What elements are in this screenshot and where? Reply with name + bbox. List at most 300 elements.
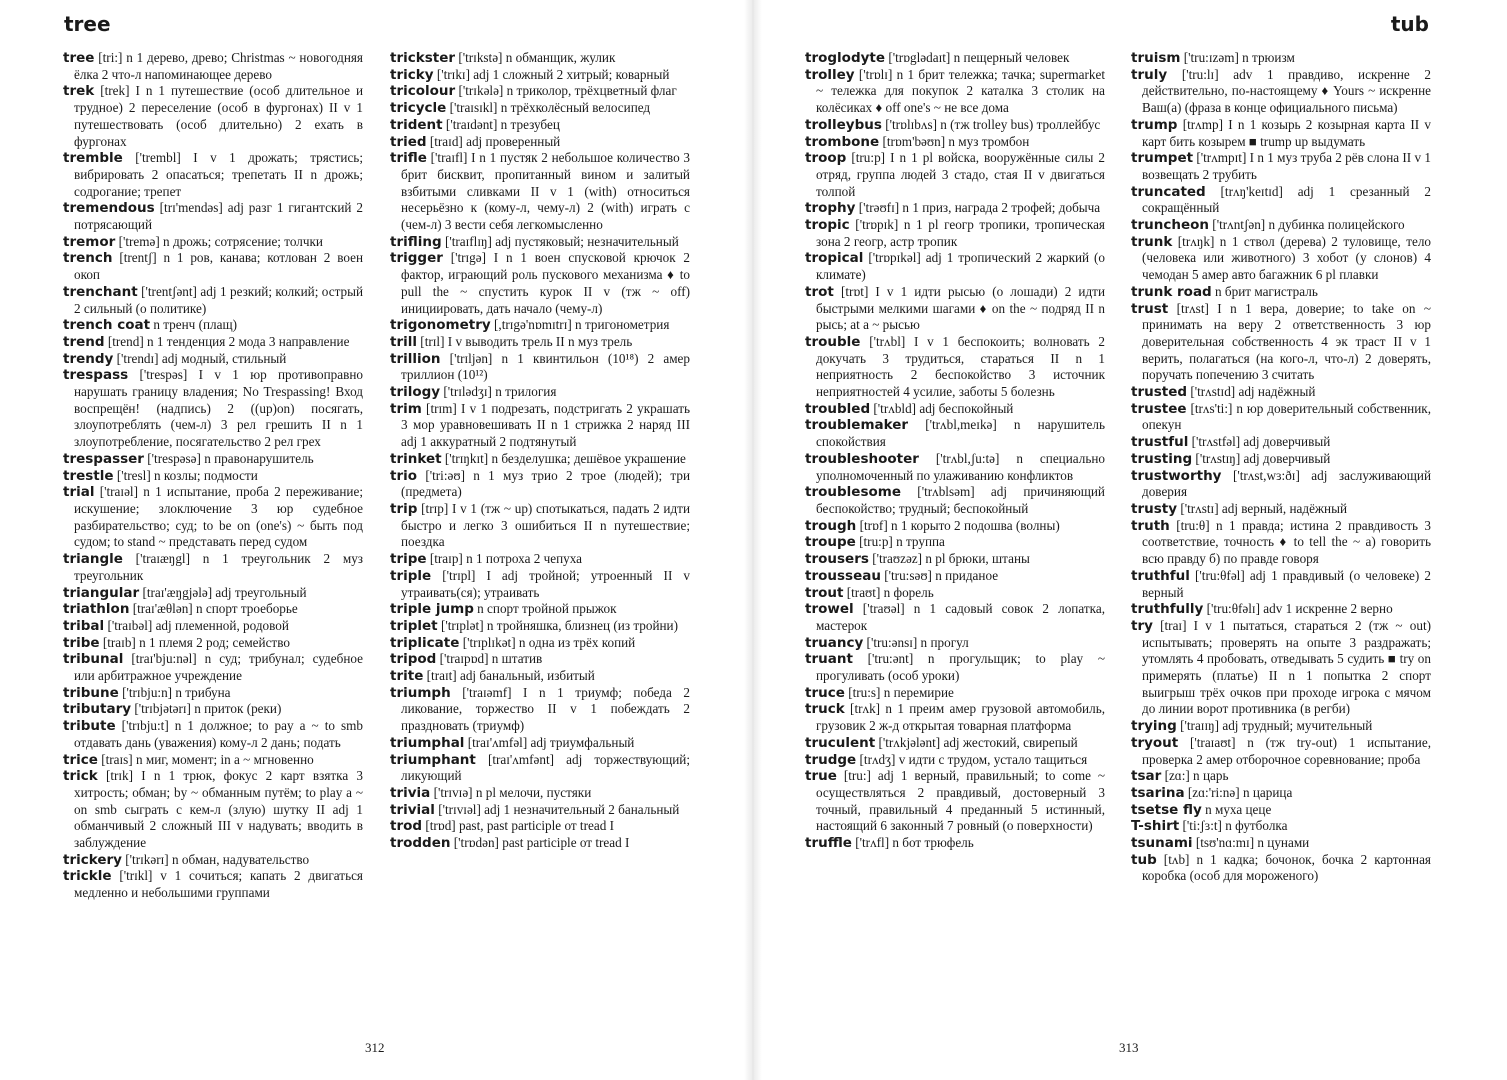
entry-definition: ['trʌbld] adj беспокойный [873,400,1014,416]
dictionary-entry [390,67,690,84]
entry-definition: ['trɒpɪkəl] adj 1 тропический 2 жаркий (о климате) [816,250,1105,283]
entry-headword: tsar [1131,768,1162,785]
dictionary-entry [63,651,363,684]
entry-headword: tsarina [1131,784,1185,801]
entry-definition: [trʌdʒ] v идти с трудом, устало тащиться [859,751,1088,767]
entry-definition: ['trʌstfəl] adj доверчивый [1191,434,1331,450]
entry-definition: ['trespəs] I v 1 юр противоправно нарушать границу владения; No Trespassing! Вход воспрещён! (надпись) 2 ((up)on) посягать, злоупотреблять (чем-л) 3 рел грешить II n 1 злоупотребление, посягательство 2 рел грех [74,367,364,450]
entry-definition: ['traɪaʊt] n (тж try-out) 1 испытание, проверка 2 амер отборочное соревнование; проба [1142,734,1431,767]
entry-definition: [trɒm'bəʊn] n муз тромбон [882,133,1030,149]
entry-headword: trumpet [1131,150,1194,167]
entry-definition: ['tru:lɪ] adv 1 правдиво, искренне 2 действительно, по-настоящему ♦ Yours ~ искренне Ваш(а) (фраза в конце официального письма) [1142,66,1431,116]
entry-headword: tributary [63,701,132,718]
entry-definition: ['traɪpɒd] n штатив [439,651,543,667]
dictionary-entry [63,868,363,901]
entry-headword: trio [390,467,418,484]
dictionary-entry [805,768,1105,835]
entry-definition: n спорт тройной прыжок [477,601,617,617]
entry-headword: trip [390,500,418,517]
entry-headword: tropic [805,217,850,234]
entry-definition: ['trəʊfɪ] n 1 приз, награда 2 трофей; добыча [858,200,1101,216]
entry-headword: troupe [805,534,856,551]
entry-definition: [traɪp] n 1 потроха 2 чепуха [429,551,583,567]
entry-headword: trout [805,584,844,601]
dictionary-entry [1131,601,1431,618]
dictionary-entry [805,701,1105,734]
dictionary-entry [1131,50,1431,67]
entry-headword: triathlon [63,601,130,618]
dictionary-entry [390,618,690,635]
entry-headword: trophy [805,200,856,217]
entry-definition: [traɪ'æθlən] n спорт троеборье [132,601,298,617]
entry-definition: ['tru:ənsɪ] n прогул [866,634,969,650]
dictionary-entry [390,451,690,468]
dictionary-entry [805,585,1105,602]
entry-definition: ['traɪəmf] I n 1 триумф; победа 2 ликование, торжество II v 1 побеждать 2 праздновать (триумф) [401,684,690,734]
entry-headword: trend [63,333,105,350]
dictionary-entry [390,835,690,852]
dictionary-entry [390,668,690,685]
entry-headword: trot [805,283,834,300]
entry-definition: ['trɪljən] n 1 квинтильон (10¹⁸) 2 амер триллион (10¹²) [401,350,690,383]
dictionary-entry [63,250,363,283]
entry-definition: ['trʌstɪ] adj верный, надёжный [1180,500,1348,516]
entry-headword: tribunal [63,651,124,668]
dictionary-entry [805,568,1105,585]
entry-headword: trifle [390,150,427,167]
entry-headword: trivia [390,784,431,801]
entry-headword: trinket [390,450,442,467]
dictionary-entry [390,802,690,819]
entry-headword: troublesome [805,484,901,501]
entry-headword: trying [1131,718,1177,735]
entry-headword: triangular [63,584,140,601]
entry-headword: troubleshooter [805,450,919,467]
entry-headword: tub [1131,851,1157,868]
entry-headword: trench coat [63,317,151,334]
entry-headword: truthful [1131,567,1190,584]
entry-definition: [trɒf] n 1 корыто 2 подошва (волны) [859,517,1060,533]
entry-definition: [tʌb] n 1 кадка; бочонок, бочка 2 картонная коробка (особ для мороженого) [1142,851,1431,884]
entry-definition: [trɪm] I v 1 подрезать, подстригать 2 украшать 3 мор уравновешивать II n 1 стрижка 2 наряд III adj 1 аккуратный 2 подтянутый [401,400,690,450]
entry-headword: trustworthy [1131,467,1222,484]
entry-headword: trespasser [63,450,144,467]
entry-headword: troubled [805,400,871,417]
entry-headword: truly [1131,66,1168,83]
dictionary-entry [390,384,690,401]
entry-definition: [traɪ'ʌmfənt] adj торжествующий; ликующий [401,751,690,784]
dictionary-entry [1131,768,1431,785]
entry-headword: trick [63,768,98,785]
entry-definition: ['trʌbl] I v 1 беспокоить; волновать 2 докучать 3 трудиться, стараться II n 1 неприятность 2 беспокойство 3 источник неприятностей 4 усилие, заботы 5 болезнь [816,333,1105,400]
entry-definition: ['tru:θfəl] adj 1 правдивый (о человеке) 2 верный [1142,567,1431,600]
dictionary-entry [1131,401,1431,434]
dictionary-entry [1131,234,1431,284]
entry-headword: troglodyte [805,50,886,66]
entry-definition: ['tru:ɪzəm] n трюизм [1183,50,1295,65]
entry-definition: ['trɪplət] n тройняшка, близнец (из тройни) [440,617,679,633]
dictionary-entry [63,585,363,602]
dictionary-entry [805,451,1105,484]
entry-definition: ['traɪsɪkl] n трёхколёсный велосипед [449,100,651,116]
entry-definition: ['tresl] n козлы; подмости [116,467,258,483]
dictionary-entry [390,351,690,384]
entry-definition: [tru:] adj 1 верный, правильный; to come ~ осуществляться 2 правдивый, достоверный 3 точный, правильный 4 преданный 5 истинный, настоящий 6 законный 7 ровный (о поверхности) [816,768,1105,834]
entry-definition: [traɪ'æŋgjələ] adj треугольный [142,584,307,600]
entry-headword: trousers [805,551,869,568]
entry-headword: trouble [805,333,861,350]
dictionary-entry [1131,284,1431,301]
entry-headword: tribune [63,684,119,701]
dictionary-entry [390,334,690,351]
dictionary-entry [805,117,1105,134]
dictionary-entry [390,317,690,334]
entry-definition: [traɪb] n 1 племя 2 род; семейство [102,634,290,650]
entry-headword: trim [390,400,422,417]
entry-definition: n брит магистраль [1215,283,1318,299]
entry-definition: ['trentʃənt] adj 1 резкий; колкий; острый 2 сильный (о политике) [74,283,364,316]
dictionary-entry [1131,117,1431,150]
page-number-left: 312 [365,1040,385,1055]
dictionary-entry [1131,301,1431,385]
entry-headword: trolleybus [805,116,882,133]
entry-definition: ['trʌst,wɜ:ðɪ] adj заслуживающий доверия [1142,467,1431,500]
entry-definition: [tru:s] n перемирие [848,684,954,700]
entry-headword: tryout [1131,734,1179,751]
entry-definition: [trɪl] I v выводить трель II n муз трель [420,333,633,349]
dictionary-entry [805,200,1105,217]
dictionary-entry [1131,835,1431,852]
dictionary-column [63,50,363,902]
entry-definition: [trɪk] I n 1 трюк, фокус 2 карт взятка 3 хитрость; обман; by ~ обманным путём; to play a ~ on smb сыграть с кем-л (злую) шутку II adj 1 обманчивый 2 сложный III v надувать; вводить в заблуждение [74,768,364,851]
entry-headword: triple [390,567,432,584]
dictionary-entry [805,334,1105,401]
dictionary-entry [805,551,1105,568]
right-page [752,0,1507,1080]
dictionary-entry [805,601,1105,634]
entry-headword: trident [390,116,443,133]
entry-headword: trenchant [63,283,138,300]
entry-definition: ['trɪkl] v 1 сочиться; капать 2 двигаться медленно и небольшими группами [74,868,363,901]
dictionary-entry [1131,468,1431,501]
entry-definition: [trek] I n 1 путешествие (особ длительное и трудное) 2 переселение (особ в фургонах) II v 1 путешествовать (особ длительно) 2 ехать в фургонах [74,83,364,149]
entry-definition: ['traʊzəz] n pl брюки, штаны [872,551,1030,567]
entry-headword: trousseau [805,567,881,584]
entry-definition: [trʌmp] I n 1 козырь 2 козырная карта II v карт бить козырем ■ trump up выдумать [1142,116,1431,149]
dictionary-entry [1131,217,1431,234]
entry-headword: truce [805,684,845,701]
entry-headword: trowel [805,601,854,618]
entry-headword: trunk [1131,233,1173,250]
dictionary-entry [1131,802,1431,819]
entry-headword: tremble [63,150,123,167]
entry-headword: truck [805,701,845,718]
dictionary-entry [805,534,1105,551]
dictionary-entry [805,134,1105,151]
running-head-left: tree [64,12,111,36]
dictionary-entry [63,317,363,334]
dictionary-entry [63,468,363,485]
entry-definition: [tsʊ'nɑ:mɪ] n цунами [1195,835,1310,851]
dictionary-entry [63,618,363,635]
entry-headword: trillion [390,350,441,367]
entry-definition: ['trɒpɪk] n 1 pl геогр тропики, тропическая зона 2 геогр, астр тропик [816,217,1105,249]
entry-headword: triumphal [390,734,465,751]
entry-headword: tremendous [63,200,155,217]
dictionary-entry [1131,67,1431,117]
dictionary-entry [1131,451,1431,468]
dictionary-entry [63,150,363,200]
dictionary-entry [390,601,690,618]
dictionary-entry [1131,852,1431,885]
entry-definition: ['ti:ʃɜ:t] n футболка [1182,818,1288,834]
dictionary-entry [63,334,363,351]
entry-definition: [traɪd] adj проверенный [429,133,561,149]
entry-headword: truncated [1131,183,1206,200]
dictionary-column [390,50,690,852]
entry-definition: [trʌŋk] n 1 ствол (дерева) 2 туловище, тело (человека или животного) 3 хобот (у слонов) 4 чемодан 5 амер авто багажник 6 pl плавки [1142,233,1431,283]
dictionary-entry [1131,384,1431,401]
entry-definition: ['trendɪ] adj модный, стильный [116,350,287,366]
entry-headword: trivial [390,801,435,818]
dictionary-entry [805,50,1105,67]
dictionary-entry [63,284,363,317]
entry-headword: trodden [390,835,451,852]
entry-headword: tribute [63,718,116,735]
dictionary-entry [390,568,690,601]
entry-headword: trombone [805,133,880,150]
entry-definition: ['trɒlɪ] n 1 брит тележка; тачка; supermarket ~ тележка для покупок 2 каталка 3 столик на колёсиках ♦ off one's ~ не все дома [816,66,1105,116]
entry-definition: [,trɪgə'nɒmɪtrɪ] n тригонометрия [494,317,670,333]
dictionary-entry [390,818,690,835]
entry-definition: ['trɒglədaɪt] n пещерный человек [888,50,1070,65]
entry-definition: ['trʌblsəm] adj причиняющий беспокойство; трудный; беспокойный [816,484,1105,516]
dictionary-entry [1131,518,1431,568]
entry-definition: ['trɒlɪbʌs] n (тж trolley bus) троллейбус [885,116,1101,132]
dictionary-entry [1131,818,1431,835]
entry-headword: trustful [1131,434,1189,451]
dictionary-entry [63,768,363,852]
dictionary-entry [805,150,1105,200]
entry-definition: ['trʌstɪŋ] adj доверчивый [1195,450,1331,466]
entry-headword: truffle [805,835,852,852]
dictionary-entry [63,635,363,652]
entry-definition: ['traɪdənt] n трезубец [445,116,560,132]
entry-headword: trudge [805,751,857,768]
dictionary-column [805,50,1105,852]
dictionary-entry [390,50,690,67]
dictionary-entry [63,701,363,718]
entry-headword: truthfully [1131,601,1204,618]
dictionary-entry [390,635,690,652]
dictionary-entry [390,401,690,451]
entry-headword: tribe [63,634,100,651]
dictionary-entry [805,417,1105,450]
entry-headword: trilogy [390,384,441,401]
entry-definition: [trʌst] I n 1 вера, доверие; to take on ~ принимать на веру 2 ответственность 3 юр доверительная собственность 4 эк траст II v 1 верить, полагаться (на кого-л, что-л) 2 доверять, поручать попечению 3 считать [1142,300,1431,383]
entry-headword: tricycle [390,100,447,117]
dictionary-entry [390,150,690,234]
dictionary-entry [1131,150,1431,183]
entry-headword: trestle [63,467,114,484]
dictionary-entry [390,117,690,134]
entry-definition: [traʊt] n форель [846,584,934,600]
entry-definition: [trɒt] I v 1 идти рысью (о лошади) 2 идти быстрыми мелкими шагами ♦ on the ~ подряд II n рысь; at a ~ рысью [816,283,1105,333]
page-number-right: 313 [1119,1040,1139,1055]
entry-definition: [trentʃ] n 1 ров, канава; котлован 2 воен окоп [74,250,364,283]
entry-definition: ['trɪvɪəl] adj 1 незначительный 2 банальный [438,801,680,817]
dictionary-entry [390,551,690,568]
entry-definition: ['trʌfl] n бот трюфель [855,835,974,851]
entry-definition: ['traɪəl] n 1 испытание, проба 2 переживание; искушение; злоключение 3 юр судебное разбирательство; суд; to be on (one's) ~ быть под судом; to stand ~ представать перед судом [74,484,363,550]
entry-headword: trustee [1131,400,1187,417]
dictionary-entry [63,367,363,451]
entry-definition: ['tri:əʊ] n 1 муз трио 2 трое (людей); три (предмета) [401,467,691,500]
entry-headword: troop [805,150,847,167]
entry-headword: trust [1131,300,1169,317]
dictionary-entry [63,718,363,751]
dictionary-entry [805,735,1105,752]
dictionary-entry [63,852,363,869]
entry-headword: trice [63,751,98,768]
entry-definition: ['trɪbjətərɪ] n приток (реки) [134,701,282,717]
entry-headword: tried [390,133,427,150]
entry-definition: ['trʌmpɪt] I n 1 муз труба 2 рёв слона II v 1 возвещать 2 трубить [1142,150,1432,182]
running-head-right: tub [1390,12,1429,36]
dictionary-entry [390,752,690,785]
entry-definition: [traɪs] n миг, момент; in a ~ мгновенно [101,751,314,767]
entry-headword: tree [63,50,95,66]
entry-headword: trial [63,484,95,501]
entry-headword: trump [1131,116,1178,133]
dictionary-entry [805,752,1105,769]
entry-headword: trusting [1131,450,1193,467]
entry-definition: ['trɪplɪkət] n одна из трёх копий [462,634,636,650]
entry-definition: [tru:θ] n 1 правда; истина 2 правдивость 3 соответствие, точность ♦ to tell the ~ а) говорить всю правду б) по правде говоря [1142,517,1432,567]
dictionary-entry [390,250,690,317]
dictionary-entry [390,685,690,735]
entry-definition: [tri:] n 1 дерево, древо; Christmas ~ новогодняя ёлка 2 что-л напоминающее дерево [74,50,364,82]
entry-definition: ['trɪvɪə] n pl мелочи, пустяки [433,784,592,800]
dictionary-entry [390,83,690,100]
entry-definition: [traɪ'bju:nəl] n суд; трибунал; судебное или арбитражное учреждение [74,651,364,684]
entry-headword: trill [390,333,417,350]
entry-headword: tremor [63,233,116,250]
dictionary-entry [63,685,363,702]
entry-headword: trickster [390,50,456,66]
dictionary-entry [63,351,363,368]
entry-headword: triplet [390,617,438,634]
entry-headword: trespass [63,367,129,384]
entry-headword: trod [390,818,423,835]
entry-headword: true [805,768,837,785]
dictionary-entry [63,200,363,233]
entry-definition: ['traɪæŋgl] n 1 треугольник 2 муз треугольник [74,551,363,583]
entry-headword: triplicate [390,634,460,651]
dictionary-entry [805,685,1105,702]
dictionary-entry [63,50,363,83]
entry-headword: truncheon [1131,217,1209,234]
entry-definition: ['traɪfl] I n 1 пустяк 2 небольшое количество 3 брит бисквит, пропитанный вином и залитый взбитыми сливками II v 1 (with) относиться несерьёзно к (кому-л, чему-л) 2 (with) играть с (чем-л) 3 вести себя легкомысленно [401,150,690,233]
entry-definition: ['trɒdən] past participle от tread I [453,835,630,851]
entry-headword: trough [805,517,857,534]
dictionary-entry [1131,735,1431,768]
entry-headword: trite [390,668,424,685]
entry-definition: n тренч (плащ) [153,317,238,333]
entry-definition: ['trɪkɪ] adj 1 сложный 2 хитрый; коварный [436,66,670,82]
entry-headword: trolley [805,66,855,83]
entry-headword: tripod [390,651,437,668]
entry-definition: [zɑ:] n царь [1164,768,1229,784]
entry-headword: trifling [390,233,442,250]
entry-headword: trusty [1131,500,1178,517]
entry-definition: ['trespəsə] n правонарушитель [147,450,314,466]
entry-headword: trickle [63,868,112,885]
dictionary-column [1131,50,1431,885]
dictionary-entry [63,551,363,584]
entry-headword: tricolour [390,83,456,100]
dictionary-entry [805,518,1105,535]
entry-definition: [trʌŋ'keɪtɪd] adj 1 срезанный 2 сокращённый [1142,183,1431,216]
entry-definition: ['traɪɪŋ] adj трудный; мучительный [1180,718,1373,734]
dictionary-entry [63,752,363,769]
entry-definition: [traɪt] adj банальный, избитый [426,668,595,684]
dictionary-entry [63,484,363,551]
dictionary-entry [390,735,690,752]
entry-headword: trusted [1131,384,1188,401]
entry-definition: n муха цеце [1205,801,1272,817]
entry-headword: truant [805,651,853,668]
entry-headword: trunk road [1131,283,1212,300]
entry-definition: ['trʌbl,ʃu:tə] n специально уполномоченный по улаживанию конфликтов [816,450,1106,483]
entry-headword: try [1131,617,1153,634]
dictionary-entry [1131,501,1431,518]
dictionary-entry [390,501,690,551]
dictionary-entry [390,651,690,668]
dictionary-entry [1131,434,1431,451]
dictionary-entry [805,284,1105,334]
entry-headword: tribal [63,617,105,634]
entry-definition: ['trʌstɪd] adj надёжный [1190,384,1316,400]
entry-definition: [trend] n 1 тенденция 2 мода 3 направление [107,333,350,349]
entry-headword: triangle [63,551,123,568]
dictionary-entry [63,601,363,618]
entry-definition: [trʌk] n 1 преим амер грузовой автомобиль, грузовик 2 ж-д открытая товарная платформа [816,701,1106,734]
dictionary-entry [63,451,363,468]
entry-definition: ['trʌbl,meɪkə] n нарушитель спокойствия [816,417,1105,450]
entry-definition: ['trɪbju:t] n 1 должное; to pay a ~ to smb отдавать дань (уважения) кому-л 2 дань; подать [74,718,363,750]
entry-definition: ['trɪlədʒɪ] n трилогия [443,384,557,400]
entry-definition: ['tru:səʊ] n приданое [884,567,999,583]
left-page [0,0,752,1080]
entry-definition: ['trɪpl] I adj тройной; утроенный II v утраивать(ся); утраивать [401,567,691,600]
dictionary-entry [390,100,690,117]
dictionary-entry [805,835,1105,852]
dictionary-entry [63,234,363,251]
entry-definition: ['trɪkstə] n обманщик, жулик [458,50,616,65]
entry-headword: tsetse fly [1131,801,1202,818]
entry-definition: [traɪ'ʌmfəl] adj триумфальный [467,734,635,750]
entry-headword: tripe [390,551,427,568]
entry-headword: T-shirt [1131,818,1180,835]
dictionary-entry [390,468,690,501]
dictionary-entry [390,134,690,151]
entry-headword: tsunami [1131,835,1193,852]
entry-headword: trigger [390,250,443,267]
entry-headword: trek [63,83,95,100]
entry-definition: ['trɪgə] I n 1 воен спусковой крючок 2 фактор, играющий роль пускового механизма ♦ to pull the ~ спустить курок II v (тж ~ off) инициировать, дать начало (чему-л) [401,250,690,316]
entry-definition: ['tremə] n дрожь; сотрясение; толчки [118,233,323,249]
